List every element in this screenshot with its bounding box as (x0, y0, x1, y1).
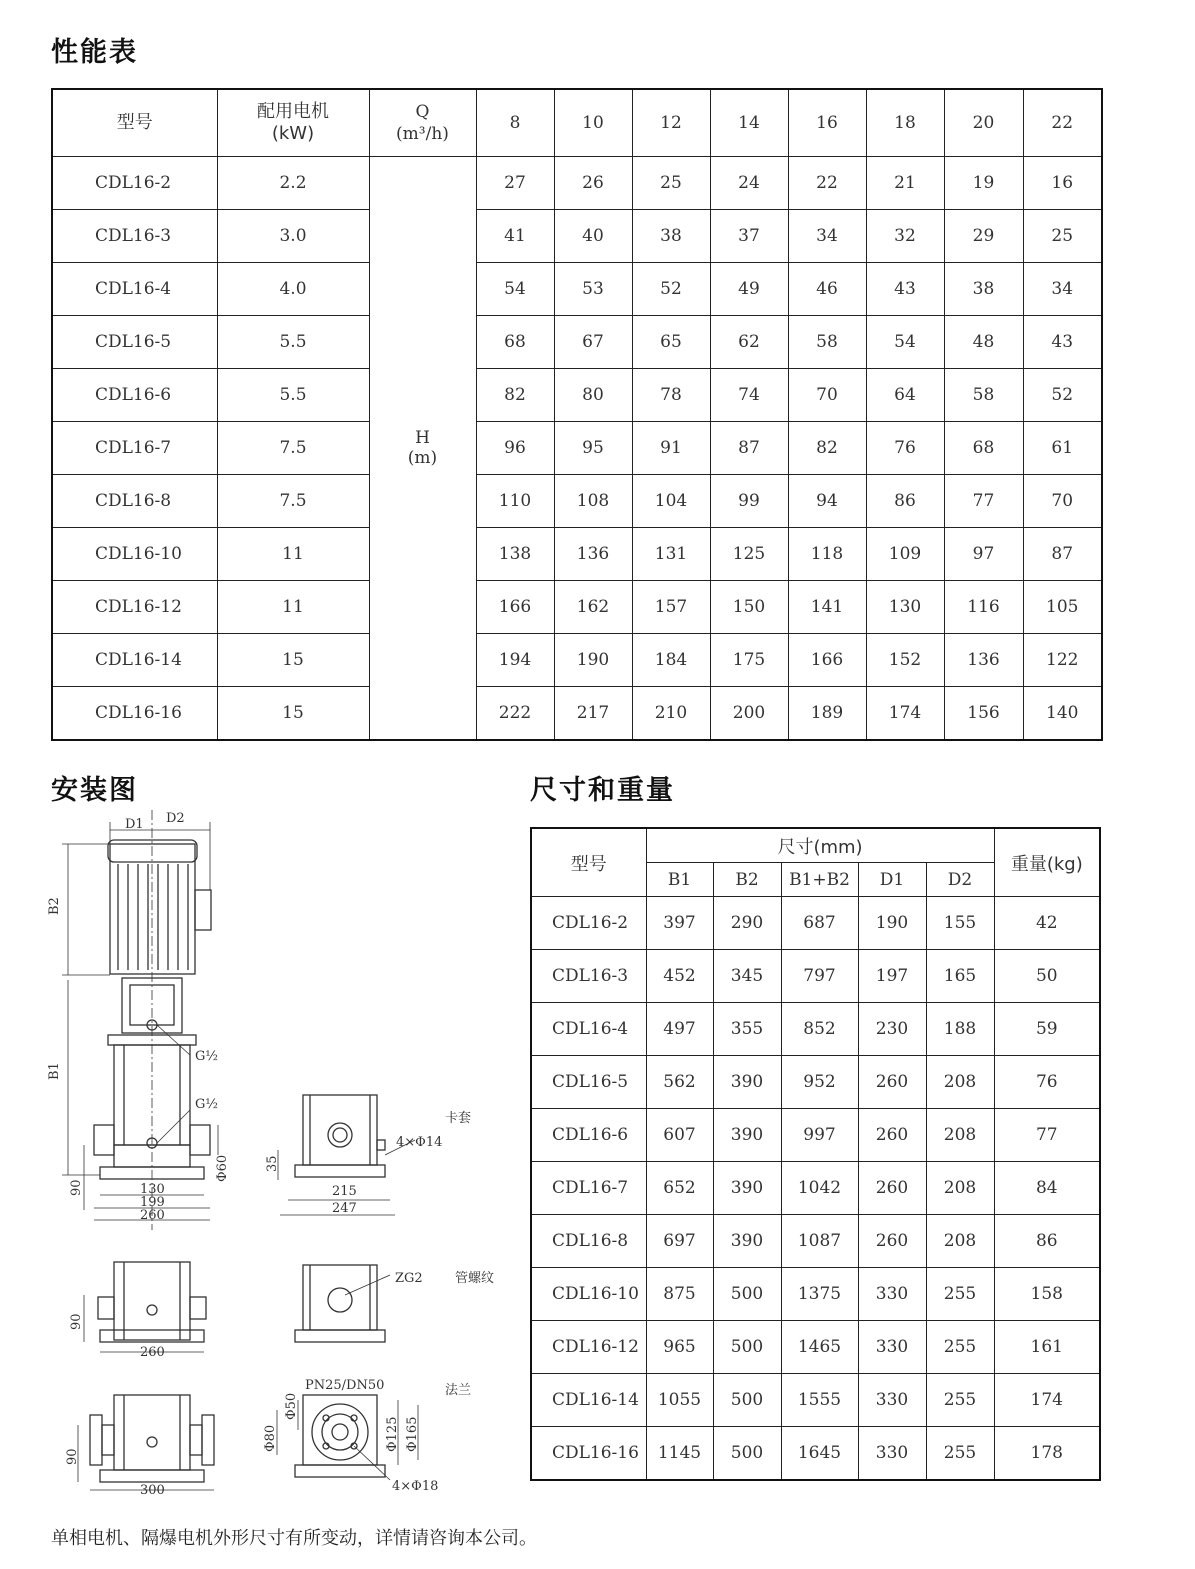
dims-header-col: B2 (713, 863, 781, 897)
dims-cell-model: CDL16-3 (531, 950, 646, 1003)
cell-head: 25 (1023, 210, 1102, 263)
dims-cell-value: 355 (713, 1003, 781, 1056)
cell-kw: 2.2 (217, 157, 369, 210)
cell-head: 82 (788, 422, 866, 475)
cell-head: 67 (554, 316, 632, 369)
header-flow: 12 (632, 89, 710, 157)
dims-cell-value: 255 (926, 1268, 994, 1321)
label-pn: PN25/DN50 (305, 1378, 385, 1393)
dims-cell-value: 652 (646, 1162, 713, 1215)
cell-head: 217 (554, 687, 632, 741)
cell-head: 70 (1023, 475, 1102, 528)
cell-head: 156 (944, 687, 1023, 741)
dims-cell-value: 687 (781, 897, 858, 950)
dims-cell-value: 1375 (781, 1268, 858, 1321)
header-flow: 16 (788, 89, 866, 157)
dims-cell-value: 255 (926, 1427, 994, 1481)
table-row (52, 157, 1102, 210)
cell-model: CDL16-7 (52, 422, 217, 475)
cell-head: 61 (1023, 422, 1102, 475)
dims-cell-value: 260 (858, 1056, 926, 1109)
dims-cell-weight: 161 (994, 1321, 1100, 1374)
performance-table (51, 88, 1103, 741)
cell-head: 136 (554, 528, 632, 581)
cell-head: 86 (866, 475, 944, 528)
dims-row (531, 1056, 1100, 1109)
cell-head: 58 (944, 369, 1023, 422)
label-d2: D2 (166, 811, 185, 826)
header-flow: 14 (710, 89, 788, 157)
dims-cell-value: 197 (858, 950, 926, 1003)
dims-cell-value: 255 (926, 1321, 994, 1374)
cell-head: 78 (632, 369, 710, 422)
header-motor (217, 89, 369, 157)
dims-row (531, 897, 1100, 950)
cell-kw: 5.5 (217, 369, 369, 422)
dims-cell-value: 965 (646, 1321, 713, 1374)
cell-head: 68 (476, 316, 554, 369)
pipe-thread-pump (84, 1262, 206, 1352)
cell-model: CDL16-10 (52, 528, 217, 581)
cell-head: 38 (632, 210, 710, 263)
dims-cell-model: CDL16-7 (531, 1162, 646, 1215)
dims-cell-value: 1465 (781, 1321, 858, 1374)
cell-head: 43 (866, 263, 944, 316)
table-row (52, 263, 1102, 316)
label-90b: 90 (69, 1313, 84, 1330)
cell-head: 99 (710, 475, 788, 528)
dims-cell-value: 497 (646, 1003, 713, 1056)
header-model: 型号 (52, 89, 217, 157)
dims-cell-value: 1042 (781, 1162, 858, 1215)
label-90c: 90 (65, 1448, 80, 1465)
cell-head: 157 (632, 581, 710, 634)
cell-head: 29 (944, 210, 1023, 263)
cell-head: 41 (476, 210, 554, 263)
dims-cell-value: 952 (781, 1056, 858, 1109)
dims-cell-value: 500 (713, 1268, 781, 1321)
cell-model: CDL16-4 (52, 263, 217, 316)
dims-cell-value: 452 (646, 950, 713, 1003)
label-b1: B1 (47, 1062, 62, 1080)
cell-head: 19 (944, 157, 1023, 210)
dims-cell-value: 697 (646, 1215, 713, 1268)
cell-kw: 15 (217, 634, 369, 687)
cell-kw: 5.5 (217, 316, 369, 369)
label-d1: D1 (125, 817, 144, 832)
cell-head: 16 (1023, 157, 1102, 210)
label-phi60: Φ60 (215, 1154, 230, 1182)
dims-cell-value: 330 (858, 1427, 926, 1481)
dims-cell-value: 1645 (781, 1427, 858, 1481)
dims-cell-weight: 84 (994, 1162, 1100, 1215)
dims-row (531, 1268, 1100, 1321)
cell-head: 43 (1023, 316, 1102, 369)
dims-cell-value: 500 (713, 1427, 781, 1481)
header-h-line2: (m) (407, 448, 438, 468)
cell-head: 37 (710, 210, 788, 263)
cell-model: CDL16-6 (52, 369, 217, 422)
header-h-line1: H (415, 428, 430, 448)
header-h (369, 157, 476, 741)
table-row (52, 687, 1102, 741)
label-phi165: Φ165 (405, 1416, 420, 1452)
header-motor-line1: 配用电机 (257, 101, 329, 122)
cell-head: 21 (866, 157, 944, 210)
cell-head: 110 (476, 475, 554, 528)
cell-model: CDL16-12 (52, 581, 217, 634)
cell-head: 53 (554, 263, 632, 316)
dims-cell-value: 1555 (781, 1374, 858, 1427)
dims-cell-weight: 178 (994, 1427, 1100, 1481)
dims-row (531, 1427, 1100, 1481)
cell-head: 34 (788, 210, 866, 263)
dims-cell-value: 155 (926, 897, 994, 950)
label-260b: 260 (140, 1345, 165, 1360)
label-b2: B2 (47, 897, 62, 915)
dimensions-table (530, 827, 1101, 1481)
dims-row (531, 1003, 1100, 1056)
cell-head: 70 (788, 369, 866, 422)
cell-head: 49 (710, 263, 788, 316)
header-flow: 8 (476, 89, 554, 157)
table-row (52, 210, 1102, 263)
cell-head: 22 (788, 157, 866, 210)
cell-head: 125 (710, 528, 788, 581)
cell-head: 190 (554, 634, 632, 687)
dims-row (531, 950, 1100, 1003)
label-g-bottom: G½ (195, 1097, 218, 1112)
dims-cell-value: 390 (713, 1215, 781, 1268)
cell-head: 150 (710, 581, 788, 634)
cell-model: CDL16-5 (52, 316, 217, 369)
label-phi80: Φ80 (263, 1424, 278, 1452)
dims-header-col: D1 (858, 863, 926, 897)
cell-kw: 11 (217, 581, 369, 634)
dims-cell-value: 260 (858, 1109, 926, 1162)
dims-cell-value: 390 (713, 1162, 781, 1215)
dims-cell-value: 1055 (646, 1374, 713, 1427)
cell-head: 189 (788, 687, 866, 741)
cell-head: 174 (866, 687, 944, 741)
cell-head: 152 (866, 634, 944, 687)
dims-title: 尺寸和重量 (530, 775, 675, 806)
label-flange: 法兰 (445, 1383, 472, 1398)
dims-cell-weight: 50 (994, 950, 1100, 1003)
cell-model: CDL16-16 (52, 687, 217, 741)
label-90a: 90 (69, 1179, 84, 1196)
dims-cell-value: 188 (926, 1003, 994, 1056)
cell-head: 200 (710, 687, 788, 741)
cell-head: 210 (632, 687, 710, 741)
dims-cell-value: 330 (858, 1321, 926, 1374)
cell-head: 80 (554, 369, 632, 422)
dims-cell-value: 208 (926, 1162, 994, 1215)
dims-cell-value: 208 (926, 1109, 994, 1162)
cell-head: 118 (788, 528, 866, 581)
header-flow: 20 (944, 89, 1023, 157)
cell-head: 166 (476, 581, 554, 634)
table-row (52, 369, 1102, 422)
label-300: 300 (140, 1483, 165, 1498)
cell-head: 97 (944, 528, 1023, 581)
dims-row (531, 1215, 1100, 1268)
dims-cell-value: 1145 (646, 1427, 713, 1481)
cell-model: CDL16-8 (52, 475, 217, 528)
table-header-row (52, 89, 1102, 157)
header-motor-line2: (kW) (271, 123, 315, 144)
dims-cell-model: CDL16-16 (531, 1427, 646, 1481)
dims-cell-value: 255 (926, 1374, 994, 1427)
performance-title: 性能表 (51, 37, 138, 68)
cell-head: 38 (944, 263, 1023, 316)
table-row (52, 581, 1102, 634)
dims-cell-value: 208 (926, 1056, 994, 1109)
dims-cell-value: 208 (926, 1215, 994, 1268)
dims-cell-value: 852 (781, 1003, 858, 1056)
dims-cell-model: CDL16-12 (531, 1321, 646, 1374)
dims-cell-value: 260 (858, 1162, 926, 1215)
label-260a: 260 (140, 1208, 165, 1223)
label-phi125: Φ125 (385, 1416, 400, 1452)
dims-cell-weight: 76 (994, 1056, 1100, 1109)
dims-cell-weight: 42 (994, 897, 1100, 950)
dims-cell-weight: 59 (994, 1003, 1100, 1056)
dims-header-col: B1 (646, 863, 713, 897)
table-row (52, 316, 1102, 369)
dims-cell-value: 875 (646, 1268, 713, 1321)
header-flow: 10 (554, 89, 632, 157)
dims-cell-model: CDL16-2 (531, 897, 646, 950)
header-q-line2: (m³/h) (396, 124, 449, 144)
dims-cell-value: 500 (713, 1374, 781, 1427)
cell-head: 87 (710, 422, 788, 475)
cell-head: 52 (1023, 369, 1102, 422)
cell-head: 109 (866, 528, 944, 581)
header-flow: 18 (866, 89, 944, 157)
cell-head: 58 (788, 316, 866, 369)
cell-head: 25 (632, 157, 710, 210)
dims-header-col: B1+B2 (781, 863, 858, 897)
label-clamp: 卡套 (445, 1111, 472, 1126)
dims-cell-model: CDL16-5 (531, 1056, 646, 1109)
dims-cell-value: 607 (646, 1109, 713, 1162)
label-4x18: 4×Φ18 (392, 1479, 439, 1494)
label-pipe-thread: 管螺纹 (455, 1271, 495, 1286)
cell-head: 24 (710, 157, 788, 210)
cell-kw: 15 (217, 687, 369, 741)
cell-head: 105 (1023, 581, 1102, 634)
cell-head: 222 (476, 687, 554, 741)
label-199: 199 (140, 1195, 165, 1210)
cell-head: 162 (554, 581, 632, 634)
dims-cell-value: 562 (646, 1056, 713, 1109)
cell-head: 32 (866, 210, 944, 263)
dims-cell-weight: 158 (994, 1268, 1100, 1321)
cell-head: 131 (632, 528, 710, 581)
label-g-top: G½ (195, 1049, 218, 1064)
cell-head: 140 (1023, 687, 1102, 741)
cell-kw: 7.5 (217, 475, 369, 528)
cell-head: 48 (944, 316, 1023, 369)
cell-head: 54 (866, 316, 944, 369)
dims-cell-value: 797 (781, 950, 858, 1003)
table-row (52, 422, 1102, 475)
dims-cell-value: 1087 (781, 1215, 858, 1268)
cell-head: 62 (710, 316, 788, 369)
label-215: 215 (332, 1184, 357, 1199)
header-q-line1: Q (415, 102, 430, 122)
label-35: 35 (265, 1155, 280, 1172)
cell-head: 64 (866, 369, 944, 422)
cell-head: 95 (554, 422, 632, 475)
label-130: 130 (140, 1182, 165, 1197)
header-flow: 22 (1023, 89, 1102, 157)
installation-drawing (40, 810, 520, 1500)
cell-head: 68 (944, 422, 1023, 475)
dims-cell-value: 290 (713, 897, 781, 950)
table-row (52, 528, 1102, 581)
cell-head: 166 (788, 634, 866, 687)
cell-model: CDL16-3 (52, 210, 217, 263)
dims-header-size: 尺寸(mm) (646, 828, 994, 863)
cell-head: 138 (476, 528, 554, 581)
cell-head: 94 (788, 475, 866, 528)
cell-head: 91 (632, 422, 710, 475)
label-4x14: 4×Φ14 (396, 1135, 443, 1150)
dims-row (531, 1162, 1100, 1215)
dims-cell-value: 997 (781, 1109, 858, 1162)
cell-head: 52 (632, 263, 710, 316)
cell-head: 76 (866, 422, 944, 475)
cell-model: CDL16-2 (52, 157, 217, 210)
dims-cell-value: 260 (858, 1215, 926, 1268)
dims-header-col: D2 (926, 863, 994, 897)
flange-pump (78, 1395, 214, 1490)
cell-head: 26 (554, 157, 632, 210)
cell-head: 116 (944, 581, 1023, 634)
dims-row (531, 1321, 1100, 1374)
dims-cell-model: CDL16-8 (531, 1215, 646, 1268)
cell-model: CDL16-14 (52, 634, 217, 687)
dims-cell-value: 390 (713, 1109, 781, 1162)
cell-kw: 11 (217, 528, 369, 581)
dims-cell-weight: 86 (994, 1215, 1100, 1268)
table-row (52, 634, 1102, 687)
install-title: 安装图 (51, 775, 138, 806)
cell-head: 130 (866, 581, 944, 634)
dims-cell-value: 397 (646, 897, 713, 950)
dims-header-weight: 重量(kg) (994, 828, 1100, 897)
cell-head: 108 (554, 475, 632, 528)
label-zg2: ZG2 (395, 1271, 423, 1286)
cell-head: 104 (632, 475, 710, 528)
cell-head: 27 (476, 157, 554, 210)
cell-head: 77 (944, 475, 1023, 528)
cell-head: 46 (788, 263, 866, 316)
label-247: 247 (332, 1201, 357, 1216)
cell-kw: 3.0 (217, 210, 369, 263)
label-phi50: Φ50 (284, 1392, 299, 1420)
header-q (369, 89, 476, 157)
dims-cell-model: CDL16-14 (531, 1374, 646, 1427)
cell-head: 82 (476, 369, 554, 422)
cell-head: 194 (476, 634, 554, 687)
dims-header-row (531, 828, 1100, 863)
table-row (52, 475, 1102, 528)
dims-cell-value: 190 (858, 897, 926, 950)
cell-head: 96 (476, 422, 554, 475)
dims-header-model: 型号 (531, 828, 646, 897)
cell-head: 141 (788, 581, 866, 634)
dims-cell-value: 390 (713, 1056, 781, 1109)
cell-head: 34 (1023, 263, 1102, 316)
cell-head: 74 (710, 369, 788, 422)
cell-head: 54 (476, 263, 554, 316)
cell-head: 184 (632, 634, 710, 687)
footnote: 单相电机、隔爆电机外形尺寸有所变动，详情请咨询本公司。 (51, 1528, 537, 1549)
dims-row (531, 1109, 1100, 1162)
cell-kw: 7.5 (217, 422, 369, 475)
dims-cell-value: 330 (858, 1374, 926, 1427)
cell-head: 136 (944, 634, 1023, 687)
pipe-thread-view (295, 1265, 390, 1342)
dims-row (531, 1374, 1100, 1427)
dims-cell-value: 500 (713, 1321, 781, 1374)
cell-head: 87 (1023, 528, 1102, 581)
dims-cell-weight: 174 (994, 1374, 1100, 1427)
dims-cell-value: 165 (926, 950, 994, 1003)
cell-head: 65 (632, 316, 710, 369)
cell-head: 122 (1023, 634, 1102, 687)
dims-cell-model: CDL16-4 (531, 1003, 646, 1056)
dims-cell-value: 330 (858, 1268, 926, 1321)
dims-cell-weight: 77 (994, 1109, 1100, 1162)
dims-cell-model: CDL16-10 (531, 1268, 646, 1321)
dims-cell-value: 345 (713, 950, 781, 1003)
cell-kw: 4.0 (217, 263, 369, 316)
cell-head: 40 (554, 210, 632, 263)
dims-cell-model: CDL16-6 (531, 1109, 646, 1162)
cell-head: 175 (710, 634, 788, 687)
dims-cell-value: 230 (858, 1003, 926, 1056)
